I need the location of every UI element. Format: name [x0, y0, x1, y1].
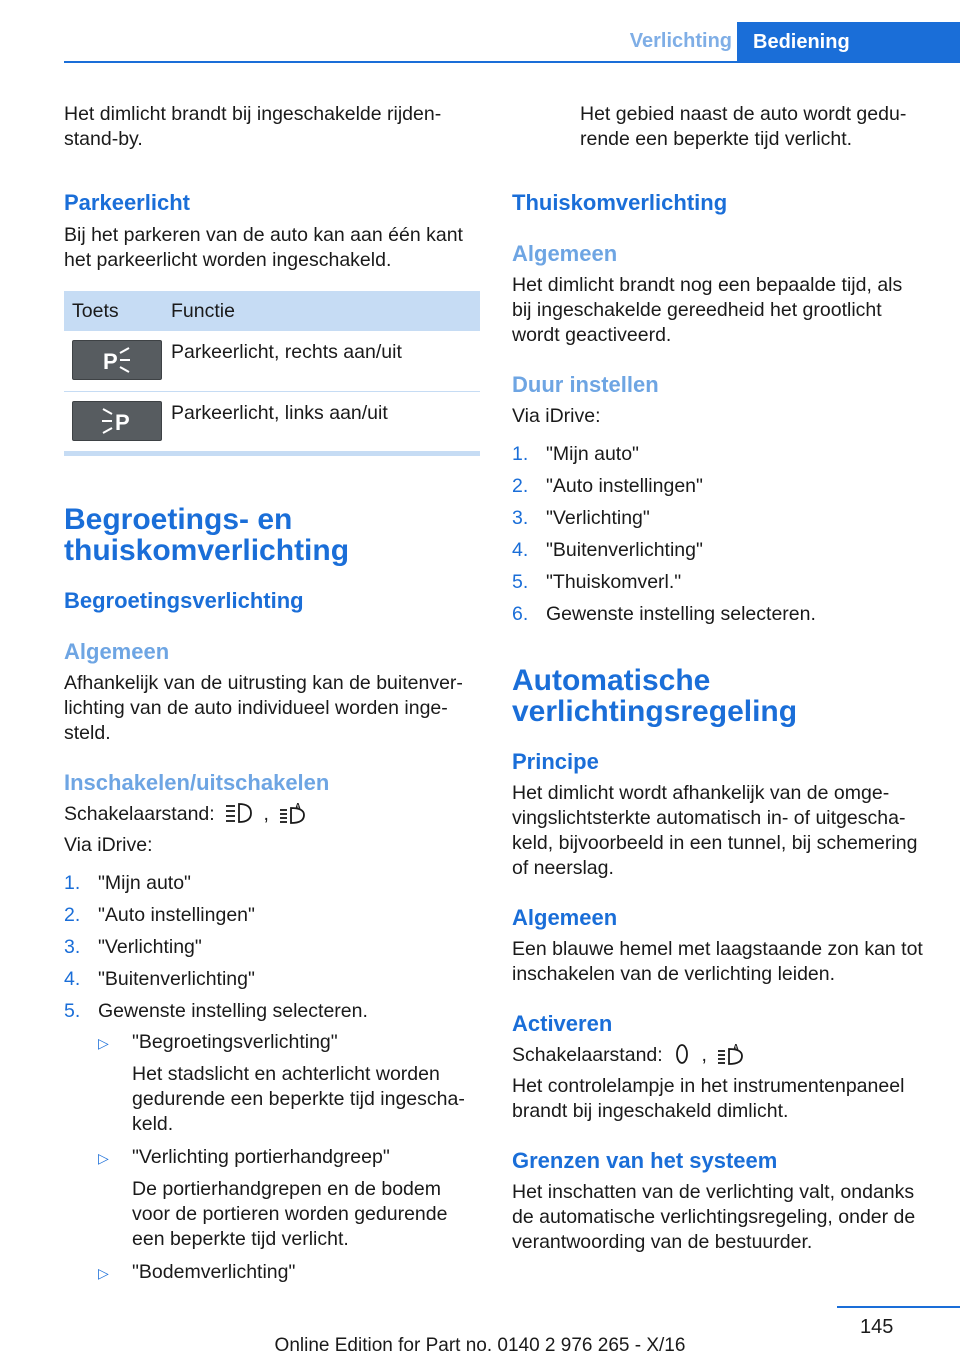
- list-item: 6. Gewenste instelling selecteren.: [512, 603, 816, 625]
- parkeerlicht-text: Bij het parkeren van de auto kan aan één kant het parkeerlicht worden ingeschakeld.: [64, 224, 463, 271]
- switch-label: Schakelaarstand:: [512, 1044, 663, 1066]
- page-number: 145: [860, 1316, 894, 1338]
- parking-light-left-key: [72, 401, 162, 441]
- parking-light-table: [64, 291, 480, 452]
- running-header-chapter: Bediening: [737, 22, 960, 61]
- section-title: [64, 504, 480, 566]
- svg-text:P: P: [103, 349, 118, 374]
- list-item: 4. "Buitenverlichting": [512, 539, 703, 561]
- algemeen-heading: Algemeen: [512, 905, 618, 930]
- switch-separator: ,: [263, 802, 269, 825]
- list-item: 1. "Mijn auto": [64, 871, 191, 894]
- activeren-text: Het controlelampje in het instrumentenpaneel brandt bij ingeschakeld dimlicht.: [512, 1075, 905, 1122]
- section-title-line-2: thuiskomverlichting: [64, 533, 350, 567]
- footer-rule: [837, 1306, 960, 1308]
- parking-light-left-icon: [100, 407, 134, 435]
- running-header-section: Verlichting: [629, 30, 732, 52]
- edition-footer: Online Edition for Part no. 0140 2 976 265 - X/16: [274, 1335, 686, 1356]
- intro-text: Het dimlicht brandt bij ingeschakelde rijdenstand-by.: [64, 103, 442, 150]
- algemeen-text: Een blauwe hemel met laagstaande zon kan tot inschakelen van de verlichting leiden.: [512, 938, 923, 985]
- grenzen-heading: Grenzen van het systeem: [512, 1148, 778, 1173]
- section-title-line-1: Begroetings- en: [64, 502, 293, 536]
- list-item: 5. "Thuiskomverl.": [512, 571, 682, 593]
- via-idrive-label: Via iDrive:: [64, 833, 153, 856]
- svg-text:P: P: [115, 409, 130, 435]
- left-column: [64, 102, 480, 1293]
- via-idrive-label: Via iDrive:: [512, 405, 601, 427]
- header-rule: [64, 61, 960, 63]
- algemeen-heading: Algemeen: [64, 638, 170, 664]
- list-item: 3. "Verlichting": [512, 507, 650, 529]
- switch-position-line: [512, 1043, 932, 1068]
- list-item: 4. "Buitenverlichting": [64, 967, 255, 990]
- triangle-bullet-icon: ▷: [98, 1149, 109, 1166]
- activeren-heading: Activeren: [512, 1011, 613, 1036]
- parkeerlicht-heading: Parkeerlicht: [64, 190, 190, 215]
- table-cell-function: Parkeerlicht, rechts aan/uit: [162, 331, 480, 391]
- algemeen-heading: Algemeen: [512, 241, 618, 266]
- table-row: [64, 331, 480, 391]
- list-item: 2. "Auto instellingen": [64, 903, 255, 926]
- triangle-bullet-icon: ▷: [98, 1264, 109, 1281]
- auto-light-icon: [716, 1043, 746, 1065]
- principe-text: Het dimlicht wordt afhankelijk van de omgevingslichtsterkte automatisch in- of uitgeschakeld, bijvoorbeeld in een tunnel, bij schemering of neerslag.: [512, 782, 918, 879]
- switch-off-icon: [672, 1043, 692, 1065]
- list-item: ▷ "Begroetingsverlichting" Het stadslicht en achterlicht worden gedurende een beperkte tijd ingeschakeld.: [98, 1030, 465, 1135]
- list-item: 5. Gewenste instelling selecteren. ▷ "Begroetingsverlichting" Het stadslicht en achterlicht worden gedurende een beperkte tijd ingeschakeld. ▷ "Verlichting portierhandgreep" De portierhandgrepen en de bodem voor de portieren worden gedurende een beperkte tijd verlicht. ▷ "Bodemverlichting": [64, 999, 480, 1285]
- right-steps-list: [512, 442, 932, 627]
- grenzen-text: Het inschatten van de verlichting valt, ondanks de automatische verlichtingsregeling, onder de verantwoording van de bestuurder.: [512, 1181, 916, 1253]
- section-title-line-2: verlichtingsregeling: [512, 695, 798, 728]
- algemeen-text: Het dimlicht brandt nog een bepaalde tijd, als bij ingeschakelde gereedheid het grootlicht wordt geactiveerd.: [512, 274, 903, 346]
- section-title-line-1: Automatische: [512, 664, 711, 697]
- list-item: 1. "Mijn auto": [512, 443, 639, 465]
- list-item: ▷ "Verlichting portierhandgreep" De portierhandgrepen en de bodem voor de portieren worden gedurende een beperkte tijd verlicht.: [98, 1145, 448, 1250]
- svg-text:A: A: [295, 801, 302, 811]
- low-beam-icon: [224, 802, 254, 824]
- list-item: 2. "Auto instellingen": [512, 475, 703, 497]
- table-end-rule: [64, 452, 480, 456]
- thuiskomverlichting-heading: Thuiskomverlichting: [512, 190, 728, 215]
- inschakelen-heading: Inschakelen/uitschakelen: [64, 769, 330, 795]
- table-header-toets: Toets: [64, 291, 162, 331]
- switch-label: Schakelaarstand:: [64, 802, 215, 825]
- sub-options-list: [98, 1030, 480, 1285]
- parking-light-right-icon: [100, 346, 134, 374]
- list-item: ▷ "Bodemverlichting": [98, 1260, 480, 1285]
- section-title: [512, 665, 932, 727]
- continued-text: Het gebied naast de auto wordt gedurende een beperkte tijd verlicht.: [580, 103, 907, 150]
- algemeen-text: Afhankelijk van de uitrusting kan de buitenverlichting van de auto individueel worden ingesteld.: [64, 671, 463, 744]
- table-cell-function: Parkeerlicht, links aan/uit: [162, 391, 480, 451]
- table-row: [64, 391, 480, 451]
- table-header-functie: Functie: [162, 291, 480, 331]
- svg-text:A: A: [733, 1043, 740, 1052]
- begroetingsverlichting-heading: Begroetingsverlichting: [64, 587, 304, 613]
- list-item: 3. "Verlichting": [64, 935, 202, 958]
- right-column: [512, 102, 932, 1255]
- triangle-bullet-icon: ▷: [98, 1034, 109, 1051]
- switch-position-line: [64, 802, 480, 827]
- principe-heading: Principe: [512, 749, 599, 774]
- switch-separator: ,: [701, 1044, 707, 1066]
- duur-instellen-heading: Duur instellen: [512, 372, 659, 397]
- parking-light-right-key: [72, 340, 162, 380]
- auto-light-icon: [278, 802, 308, 824]
- left-steps-list: [64, 871, 480, 1285]
